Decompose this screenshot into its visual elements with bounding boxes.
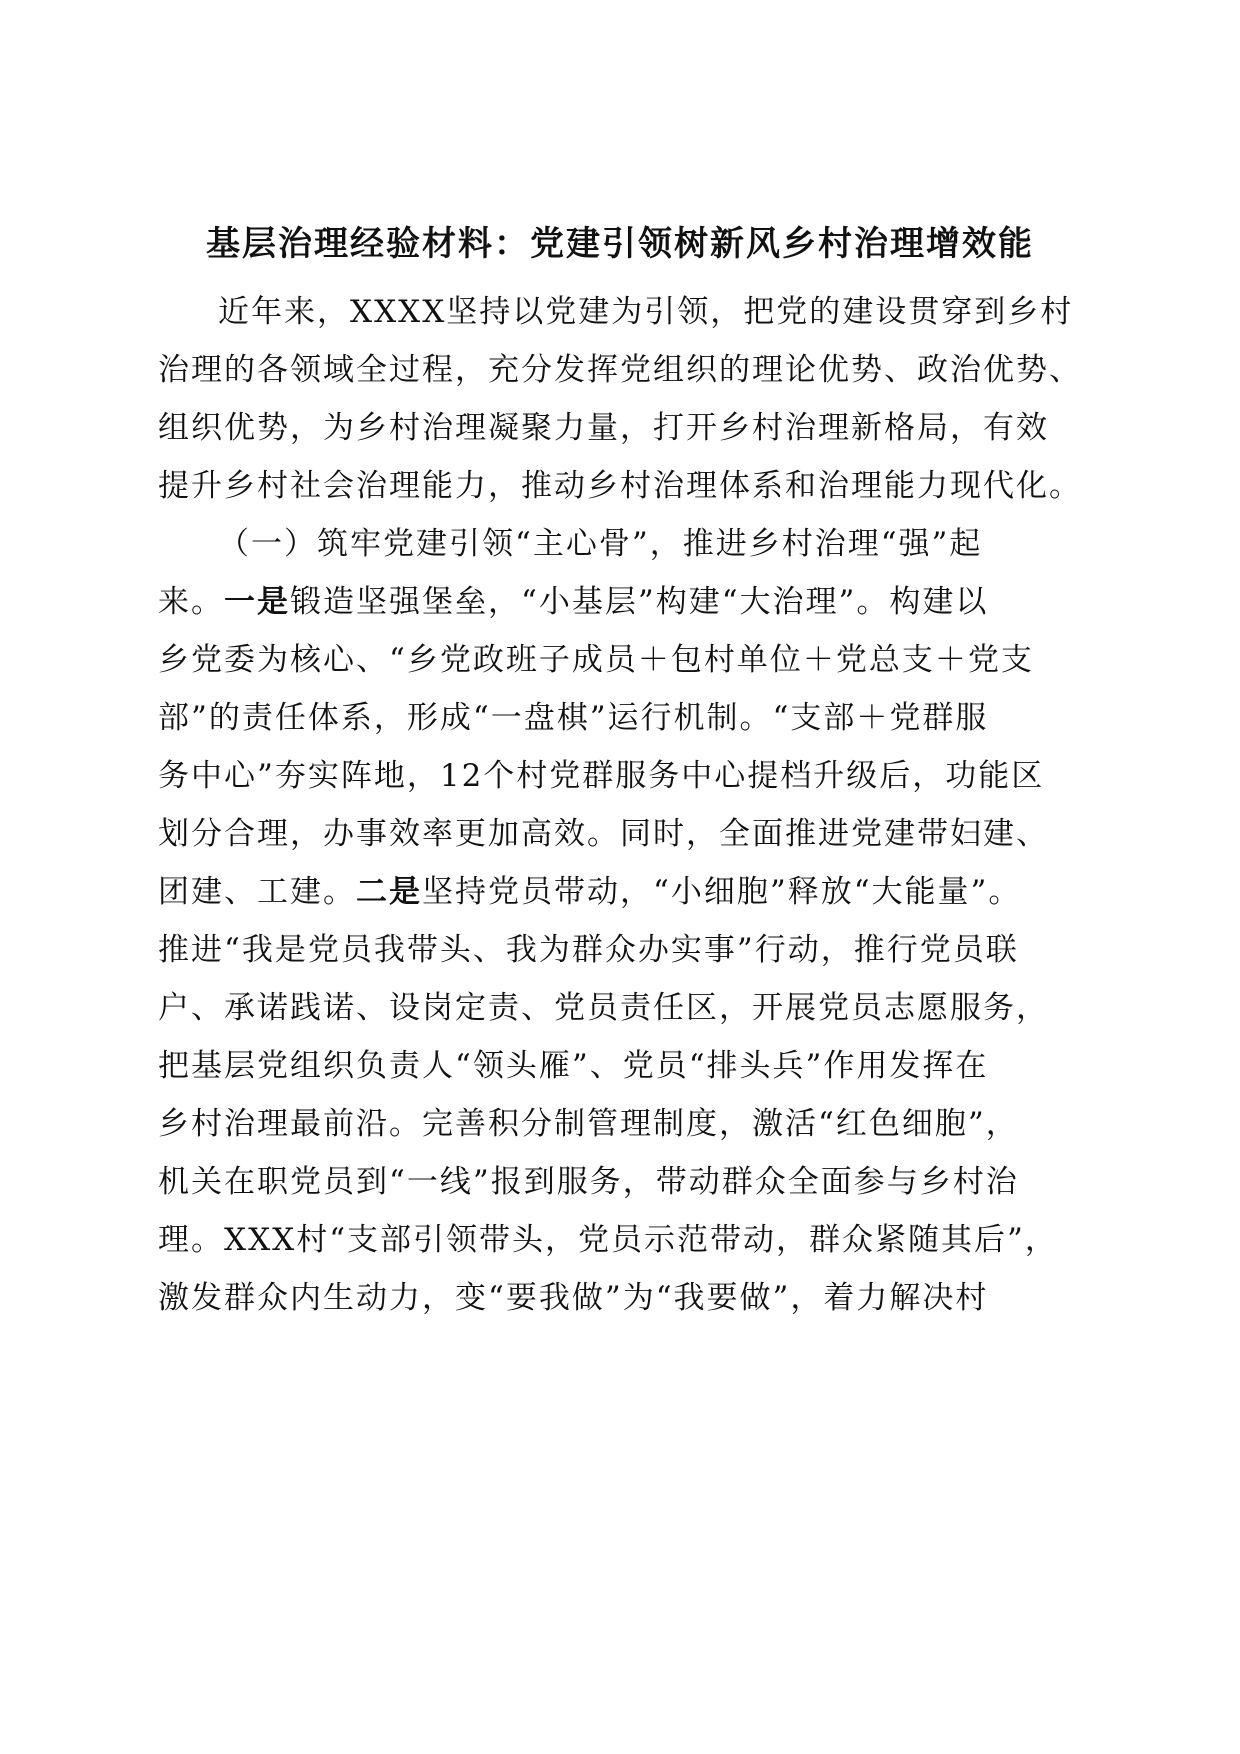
body-line: 乡村治理最前沿。完善积分制管理制度，激活“红色细胞”，: [158, 1106, 1019, 1142]
body-line: 推进“我是党员我带头、我为群众办实事”行动，推行党员联: [158, 932, 1019, 968]
body-line: 务中心”夯实阵地，12个村党群服务中心提档升级后，功能区: [158, 758, 1045, 794]
document-title: 基层治理经验材料：党建引领树新风乡村治理增效能: [206, 224, 1034, 264]
line-text: 锻造坚强堡垒，“小基层”构建“大治理”。构建以: [290, 584, 989, 620]
body-line: 提升乡村社会治理能力，推动乡村治理体系和治理能力现代化。: [158, 468, 1082, 504]
section-heading: （一）筑牢党建引领“主心骨”，推进乡村治理“强”起: [218, 526, 983, 562]
line-text: 来。: [158, 584, 224, 620]
body-line: 理。XXX村“支部引领带头，党员示范带动，群众紧随其后”，: [158, 1222, 1058, 1258]
body-line: 治理的各领域全过程，充分发挥党组织的理论优势、政治优势、: [158, 352, 1082, 388]
emphasis-label: 二是: [356, 874, 422, 910]
line-text: 坚持党员带动，“小细胞”释放“大能量”。: [422, 874, 1022, 910]
body-line: [158, 580, 1063, 624]
body-line: 激发群众内生动力，变“要我做”为“我要做”，着力解决村: [158, 1280, 989, 1316]
body-line: 划分合理，办事效率更加高效。同时，全面推进党建带妇建、: [158, 816, 1049, 852]
body-line: 机关在职党员到“一线”报到服务，带动群众全面参与乡村治: [158, 1164, 1019, 1200]
emphasis-label: 一是: [224, 584, 290, 620]
body-line: 部”的责任体系，形成“一盘棋”运行机制。“支部＋党群服: [158, 700, 989, 736]
body-line: 户、承诺践诺、设岗定责、党员责任区，开展党员志愿服务，: [158, 990, 1049, 1026]
body-line: 乡党委为核心、“乡党政班子成员＋包村单位＋党总支＋党支: [158, 642, 1034, 678]
line-text: 团建、工建。: [158, 874, 356, 910]
body-line: [158, 870, 1063, 914]
body-line: 近年来，XXXX坚持以党建为引领，把党的建设贯穿到乡村: [218, 294, 1074, 330]
body-line: 把基层党组织负责人“领头雁”、党员“排头兵”作用发挥在: [158, 1048, 989, 1084]
body-line: 组织优势，为乡村治理凝聚力量，打开乡村治理新格局，有效: [158, 410, 1049, 446]
